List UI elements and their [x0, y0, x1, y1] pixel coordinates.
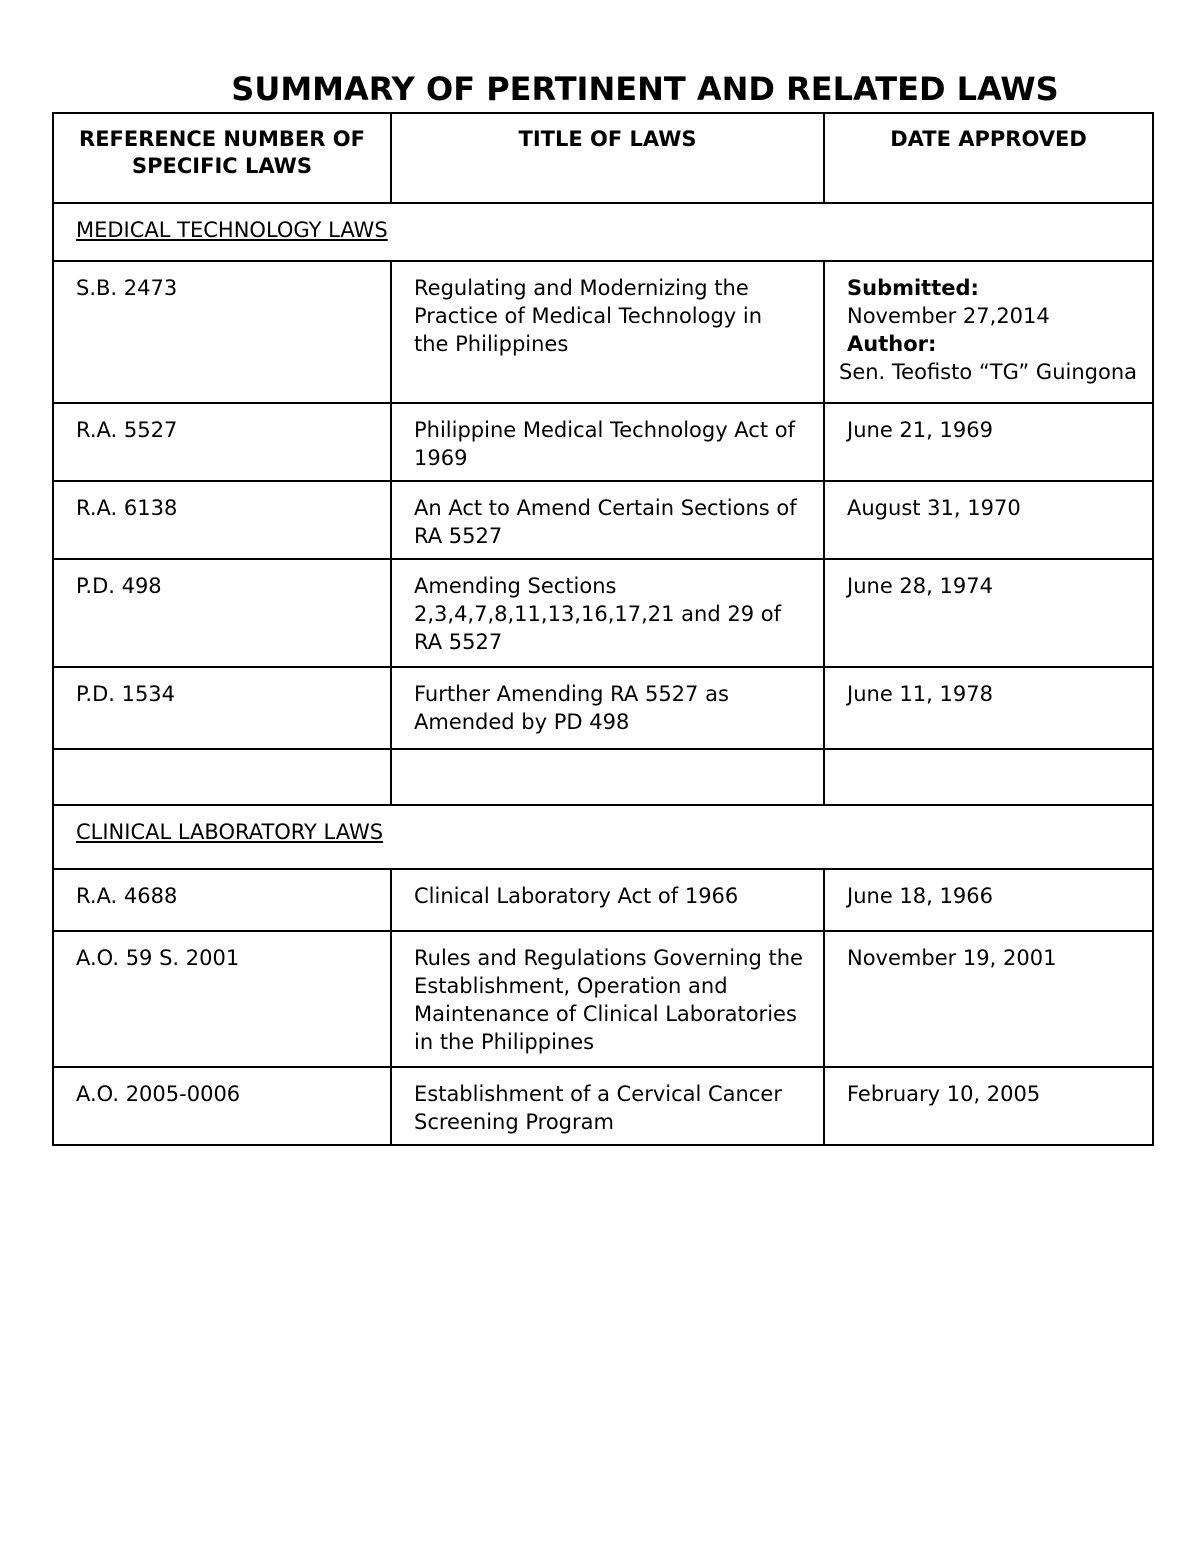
- date-cell: June 18, 1966: [824, 869, 1153, 931]
- submitted-date: November 27,2014: [847, 304, 1050, 328]
- date-cell: February 10, 2005: [824, 1067, 1153, 1145]
- date-cell: June 28, 1974: [824, 559, 1153, 667]
- title-cell: Regulating and Modernizing the Practice of Medical Technology in the Philippines: [391, 261, 824, 403]
- title-cell: Further Amending RA 5527 as Amended by PD 498: [391, 667, 824, 749]
- title-cell: Philippine Medical Technology Act of 1969: [391, 403, 824, 481]
- title-cell: An Act to Amend Certain Sections of RA 5527: [391, 481, 824, 559]
- date-cell: November 19, 2001: [824, 931, 1153, 1067]
- title-cell: Establishment of a Cervical Cancer Screening Program: [391, 1067, 824, 1145]
- table-row: [53, 869, 1153, 931]
- title-cell: Amending Sections 2,3,4,7,8,11,13,16,17,21 and 29 of RA 5527: [391, 559, 824, 667]
- title-cell: Clinical Laboratory Act of 1966: [391, 869, 824, 931]
- section-heading-clinical-laboratory: CLINICAL LABORATORY LAWS: [53, 805, 1153, 869]
- reference-cell: P.D. 1534: [53, 667, 391, 749]
- reference-cell: A.O. 59 S. 2001: [53, 931, 391, 1067]
- empty-cell: [824, 749, 1153, 805]
- empty-row: [53, 749, 1153, 805]
- header-title-of-laws: TITLE OF LAWS: [391, 113, 824, 203]
- date-cell: June 11, 1978: [824, 667, 1153, 749]
- section-heading-medical-technology: MEDICAL TECHNOLOGY LAWS: [53, 203, 1153, 261]
- header-date-approved: DATE APPROVED: [824, 113, 1153, 203]
- table-row: [53, 1067, 1153, 1145]
- date-cell: [824, 261, 1153, 403]
- header-row: [53, 113, 1153, 203]
- date-cell: August 31, 1970: [824, 481, 1153, 559]
- table-row: [53, 667, 1153, 749]
- reference-cell: S.B. 2473: [53, 261, 391, 403]
- empty-cell: [391, 749, 824, 805]
- table-row: [53, 261, 1153, 403]
- reference-cell: A.O. 2005-0006: [53, 1067, 391, 1145]
- reference-cell: R.A. 6138: [53, 481, 391, 559]
- author-name: Sen. Teofisto “TG” Guingona: [839, 360, 1138, 384]
- date-cell: June 21, 1969: [824, 403, 1153, 481]
- table-row: [53, 481, 1153, 559]
- laws-table: [52, 112, 1154, 1146]
- empty-cell: [53, 749, 391, 805]
- reference-cell: R.A. 4688: [53, 869, 391, 931]
- page-title: SUMMARY OF PERTINENT AND RELATED LAWS: [231, 70, 1059, 108]
- submitted-label: Submitted:: [847, 276, 979, 300]
- section-row: [53, 203, 1153, 261]
- reference-cell: R.A. 5527: [53, 403, 391, 481]
- title-cell: Rules and Regulations Governing the Establishment, Operation and Maintenance of Clinical Laboratories in the Philippines: [391, 931, 824, 1067]
- table-row: [53, 403, 1153, 481]
- header-reference-number: REFERENCE NUMBER OF SPECIFIC LAWS: [53, 113, 391, 203]
- reference-cell: P.D. 498: [53, 559, 391, 667]
- author-label: Author:: [847, 332, 937, 356]
- section-row: [53, 805, 1153, 869]
- table-row: [53, 559, 1153, 667]
- table-row: [53, 931, 1153, 1067]
